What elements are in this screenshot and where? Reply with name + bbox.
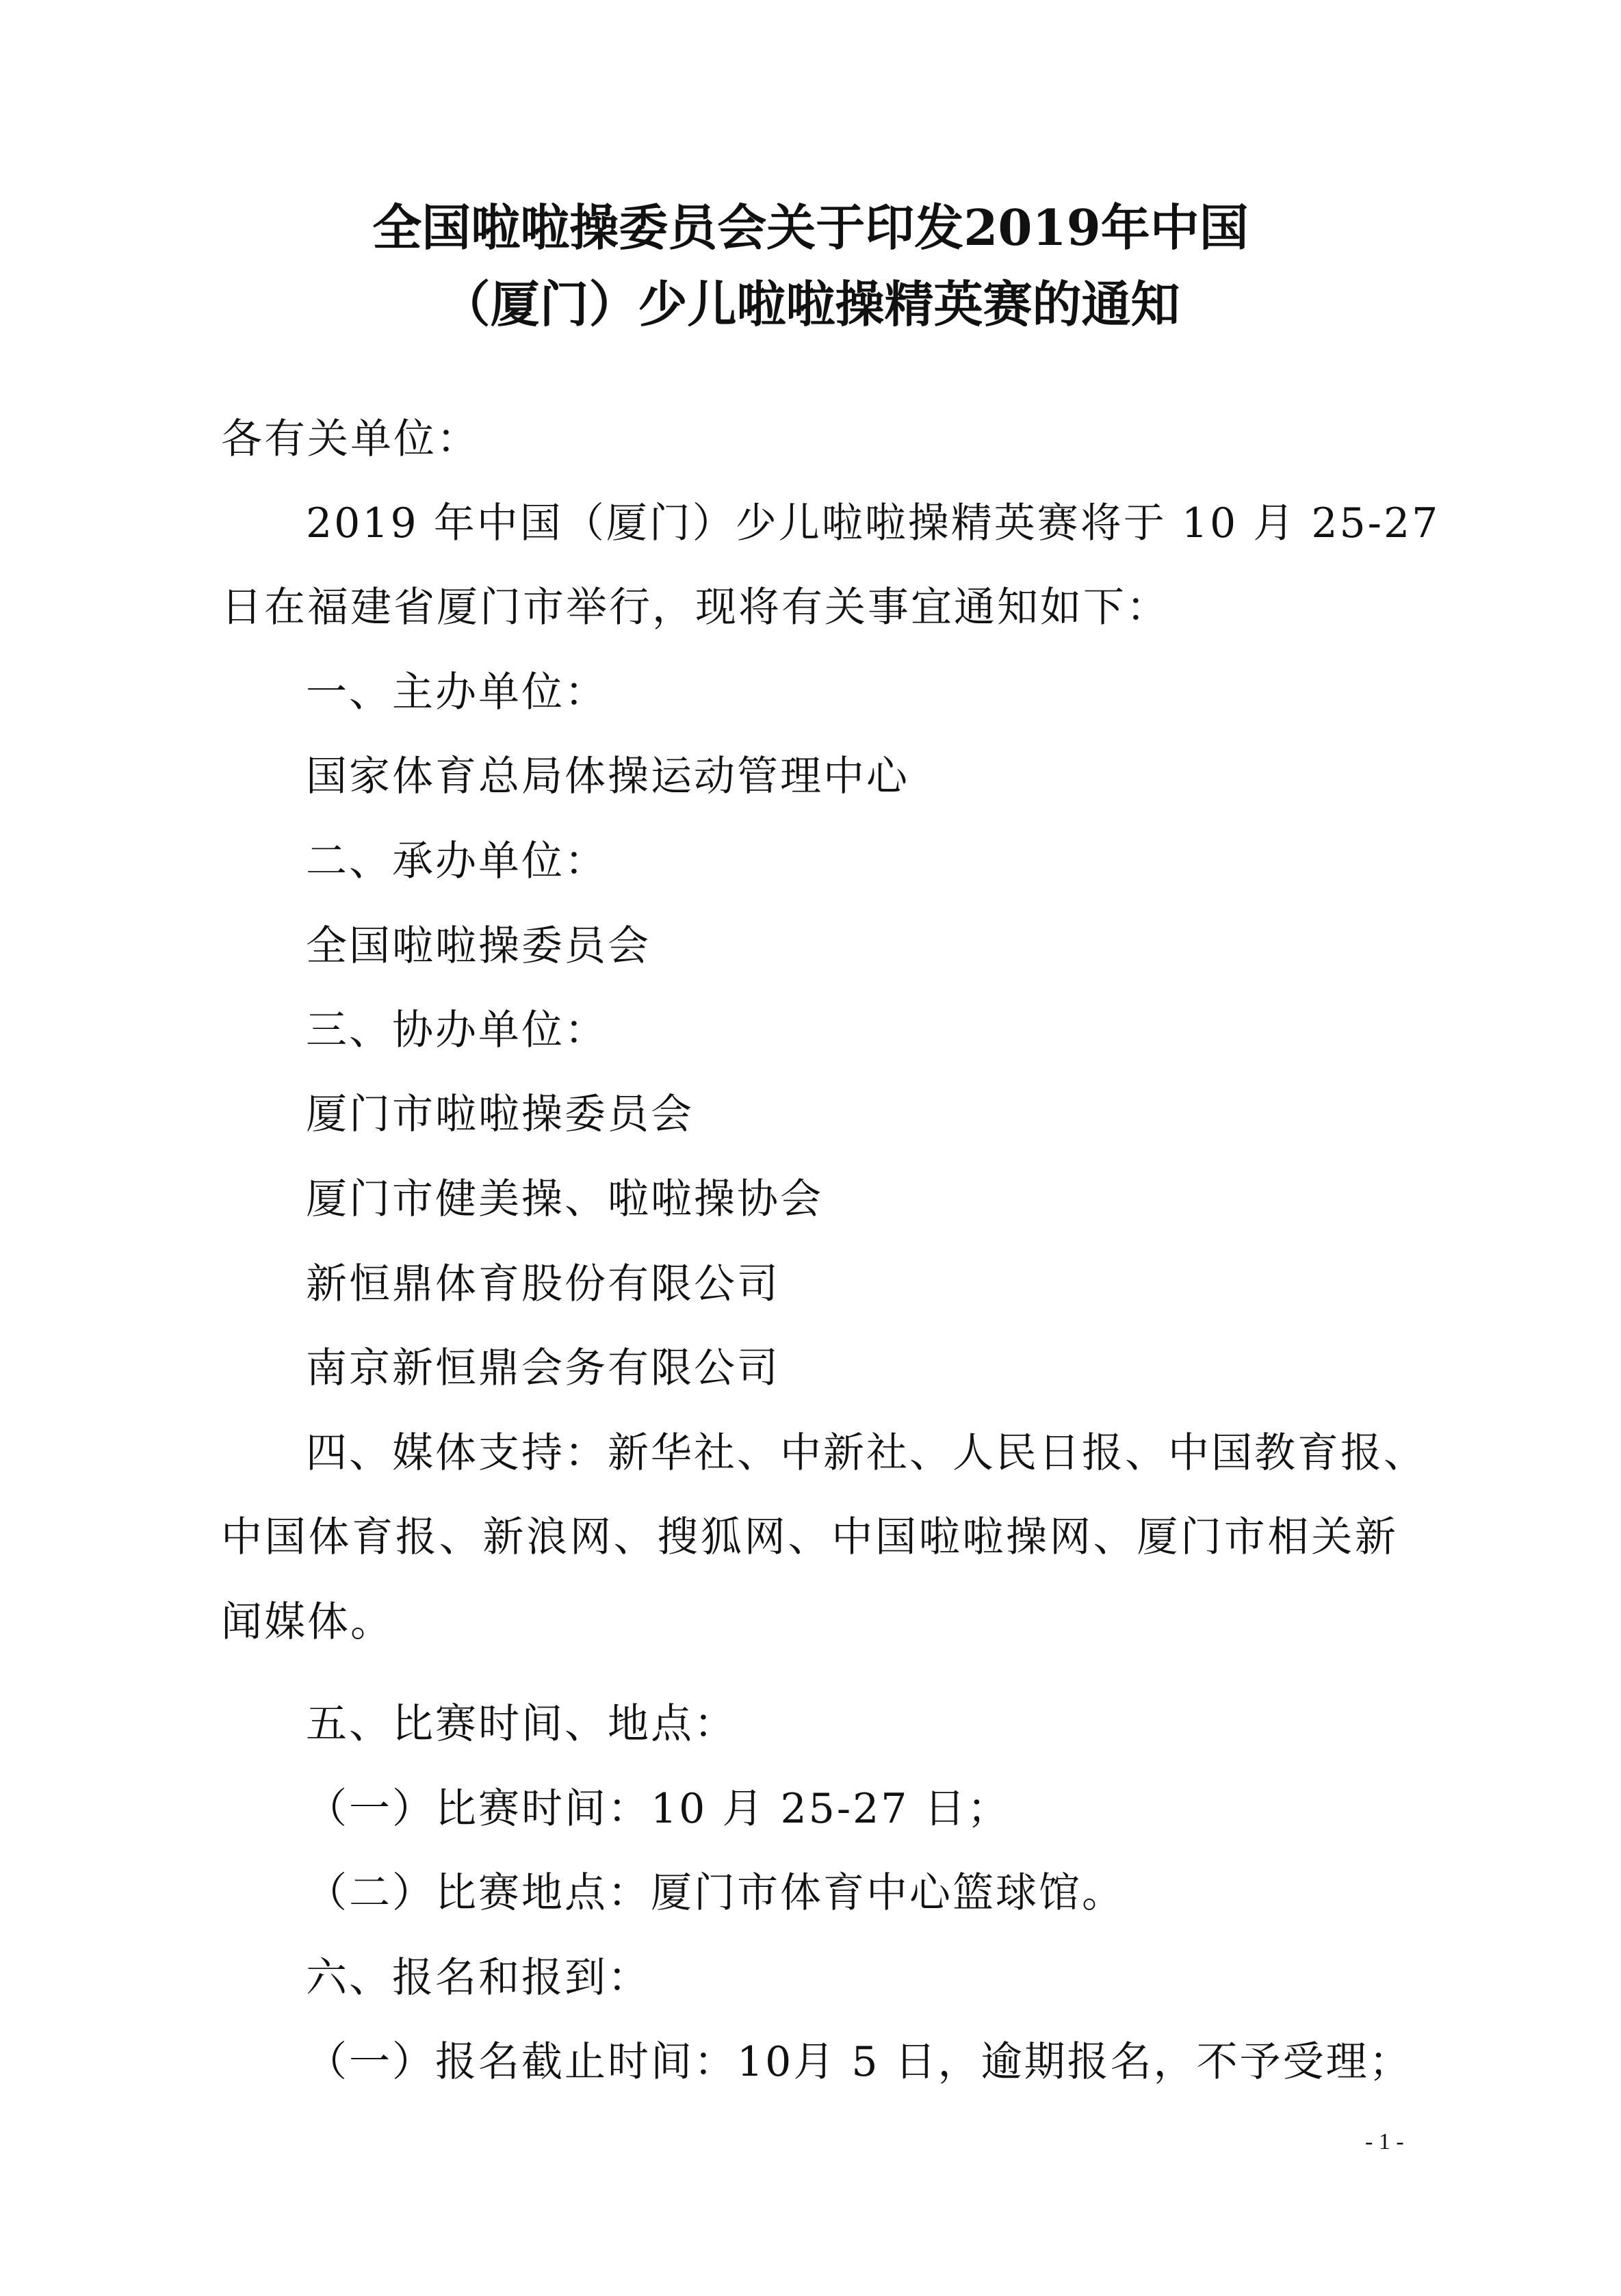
organizer-heading: 二、承办单位： [306,837,608,885]
registration-heading: 六、报名和报到： [306,1954,651,2002]
co-organizer-item: 新恒鼎体育股份有限公司 [306,1260,780,1308]
host-item: 国家体育总局体操运动管理中心 [306,753,909,800]
organizer-item: 全国啦啦操委员会 [306,922,651,970]
registration-item: （一）报名截止时间：10月 5 日，逾期报名，不予受理； [306,2038,1412,2086]
time-place-heading: 五、比赛时间、地点： [306,1700,737,1748]
time-place-item: （一）比赛时间：10 月 25-27 日； [306,1785,1011,1833]
intro-line-1: 2019 年中国（厦门）少儿啦啦操精英赛将于 10 月 25-27 [306,499,1440,547]
media-line-2: 中国体育报、新浪网、搜狐网、中国啦啦操网、厦门市相关新 [221,1513,1398,1561]
notice-title-line-1: 全国啦啦操委员会关于印发2019年中国 [372,198,1249,257]
time-place-item: （二）比赛地点：厦门市体育中心篮球馆。 [306,1869,1125,1917]
salutation: 各有关单位： [221,415,480,463]
co-organizer-item: 南京新恒鼎会务有限公司 [306,1344,780,1392]
notice-title-line-2: （厦门）少儿啦啦操精英赛的通知 [441,275,1180,333]
intro-line-2: 日在福建省厦门市举行，现将有关事宜通知如下： [221,584,1169,631]
host-heading: 一、主办单位： [306,668,608,716]
co-organizers-heading: 三、协办单位： [306,1006,608,1054]
page-number: - 1 - [1365,2129,1404,2154]
co-organizer-item: 厦门市啦啦操委员会 [306,1091,694,1138]
media-line-3: 闻媒体。 [221,1598,393,1646]
media-line-1: 四、媒体支持：新华社、中新社、人民日报、中国教育报、 [306,1429,1427,1477]
co-organizer-item: 厦门市健美操、啦啦操协会 [306,1175,823,1223]
